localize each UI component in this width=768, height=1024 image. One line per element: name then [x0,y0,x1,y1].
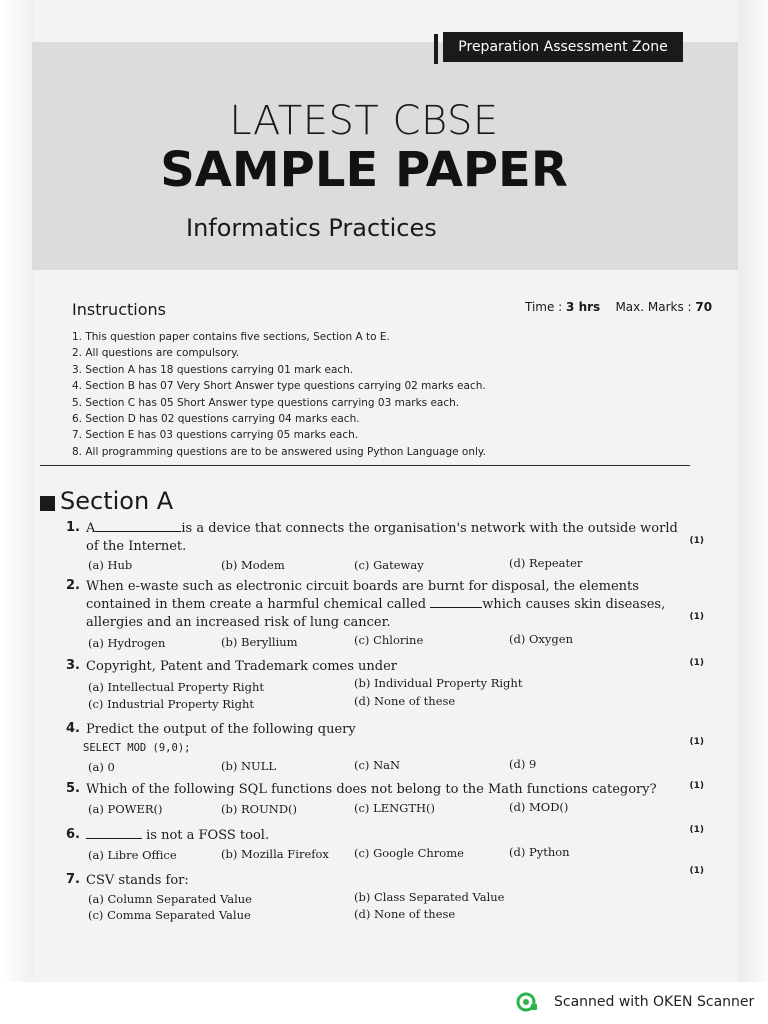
option-d: (d) None of these [354,907,456,921]
marks-value: 70 [695,300,713,314]
answer-blank [86,827,142,839]
question-1 [66,520,706,574]
option-c: (c) Chlorine [354,633,424,647]
option-c: (c) Industrial Property Right [88,697,254,711]
instruction-item: 3. Section A has 18 questions carrying 01 mark each. [72,363,354,376]
question-marks: (1) [689,536,704,546]
option-d: (d) Repeater [509,556,583,570]
option-b: (b) Beryllium [221,635,298,649]
oken-scanner-icon [516,992,538,1012]
option-d: (d) None of these [354,694,456,708]
option-a: (a) Column Separated Value [88,892,252,906]
section-square-icon [40,496,55,511]
answer-blank [430,596,482,608]
question-text-after: is a device that connects the organisation's network with the outside world of the Internet. [86,521,678,554]
question-text-before: When e-waste such as electronic circuit boards are burnt for disposal, the elements contained in them create a harmful chemical called [86,579,639,612]
question-marks: (1) [689,825,704,835]
option-a: (a) Libre Office [88,848,177,862]
option-c: (c) Google Chrome [354,846,464,860]
instructions-list [72,329,486,460]
query-code: SELECT MOD (9,0); [83,742,191,754]
instruction-item: 6. Section D has 02 questions carrying 04 marks each. [72,413,360,426]
option-c: (c) LENGTH() [354,801,436,815]
option-a: (a) Intellectual Property Right [88,680,265,694]
question-number: 1. [66,520,80,535]
question-number: 7. [66,872,80,887]
question-number: 3. [66,658,80,673]
option-b: (b) Mozilla Firefox [221,847,329,861]
section-title: Section A [60,487,174,515]
instruction-item: 4. Section B has 07 Very Short Answer type questions carrying 02 marks each. [72,380,486,393]
question-3 [66,658,706,714]
question-text: Which of the following SQL functions does not belong to the Math functions category? [86,782,657,797]
question-number: 6. [66,827,80,842]
question-text: CSV stands for: [86,873,189,888]
question-text: Predict the output of the following query [86,722,356,737]
option-b: (b) Class Separated Value [354,890,505,904]
instruction-item: 8. All programming questions are to be answered using Python Language only. [72,445,486,458]
question-7 [66,866,706,926]
question-marks: (1) [689,612,704,622]
option-a: (a) Hydrogen [88,636,166,650]
question-number: 2. [66,578,80,593]
option-a: (a) Hub [88,558,133,572]
zone-accent-bar [434,34,438,64]
question-text-after: is not a FOSS tool. [146,828,270,843]
question-6 [66,827,706,865]
question-marks: (1) [689,658,704,668]
option-d: (d) MOD() [509,800,569,814]
question-4 [66,721,706,777]
instructions-heading: Instructions [72,300,166,319]
instruction-item: 1. This question paper contains five sections, Section A to E. [72,331,390,343]
marks-label: Max. Marks : [615,300,696,314]
option-d: (d) Python [509,845,570,859]
question-text [86,827,692,845]
option-b: (b) Modem [221,558,285,572]
option-d: (d) 9 [509,757,537,771]
option-c: (c) NaN [354,758,401,772]
question-text [86,578,692,632]
option-a: (a) POWER() [88,802,163,816]
time-marks [525,300,712,314]
instruction-item: 7. Section E has 03 questions carrying 05 marks each. [72,429,359,442]
time-value: 3 hrs [566,300,601,314]
question-text [86,520,692,556]
question-text: Copyright, Patent and Trademark comes under [86,659,397,674]
option-c: (c) Gateway [354,558,424,572]
option-a: (a) 0 [88,760,115,774]
scanner-text: Scanned with OKEN Scanner [554,994,755,1010]
question-marks: (1) [689,781,704,791]
question-marks: (1) [689,737,704,747]
question-number: 5. [66,781,80,796]
question-5 [66,781,706,819]
time-label: Time : [525,300,567,314]
option-b: (b) NULL [221,759,277,773]
answer-blank [95,520,181,532]
option-c: (c) Comma Separated Value [88,908,251,922]
question-text-before: A [86,521,96,536]
instruction-item: 5. Section C has 05 Short Answer type questions carrying 03 marks each. [72,396,460,409]
question-marks: (1) [689,866,704,876]
title-line1: LATEST CBSE [229,98,499,144]
option-b: (b) ROUND() [221,802,298,816]
page-edge-right [738,0,768,982]
option-b: (b) Individual Property Right [354,676,523,690]
option-d: (d) Oxygen [509,632,573,646]
zone-label: Preparation Assessment Zone [443,32,683,62]
question-number: 4. [66,721,80,736]
subject-title: Informatics Practices [186,214,437,242]
question-2 [66,578,706,652]
question-text-after: which causes skin diseases, allergies and an increased risk of lung cancer. [86,597,666,630]
title-line2: SAMPLE PAPER [160,142,568,198]
instruction-item: 2. All questions are compulsory. [72,347,240,360]
divider [40,465,690,466]
